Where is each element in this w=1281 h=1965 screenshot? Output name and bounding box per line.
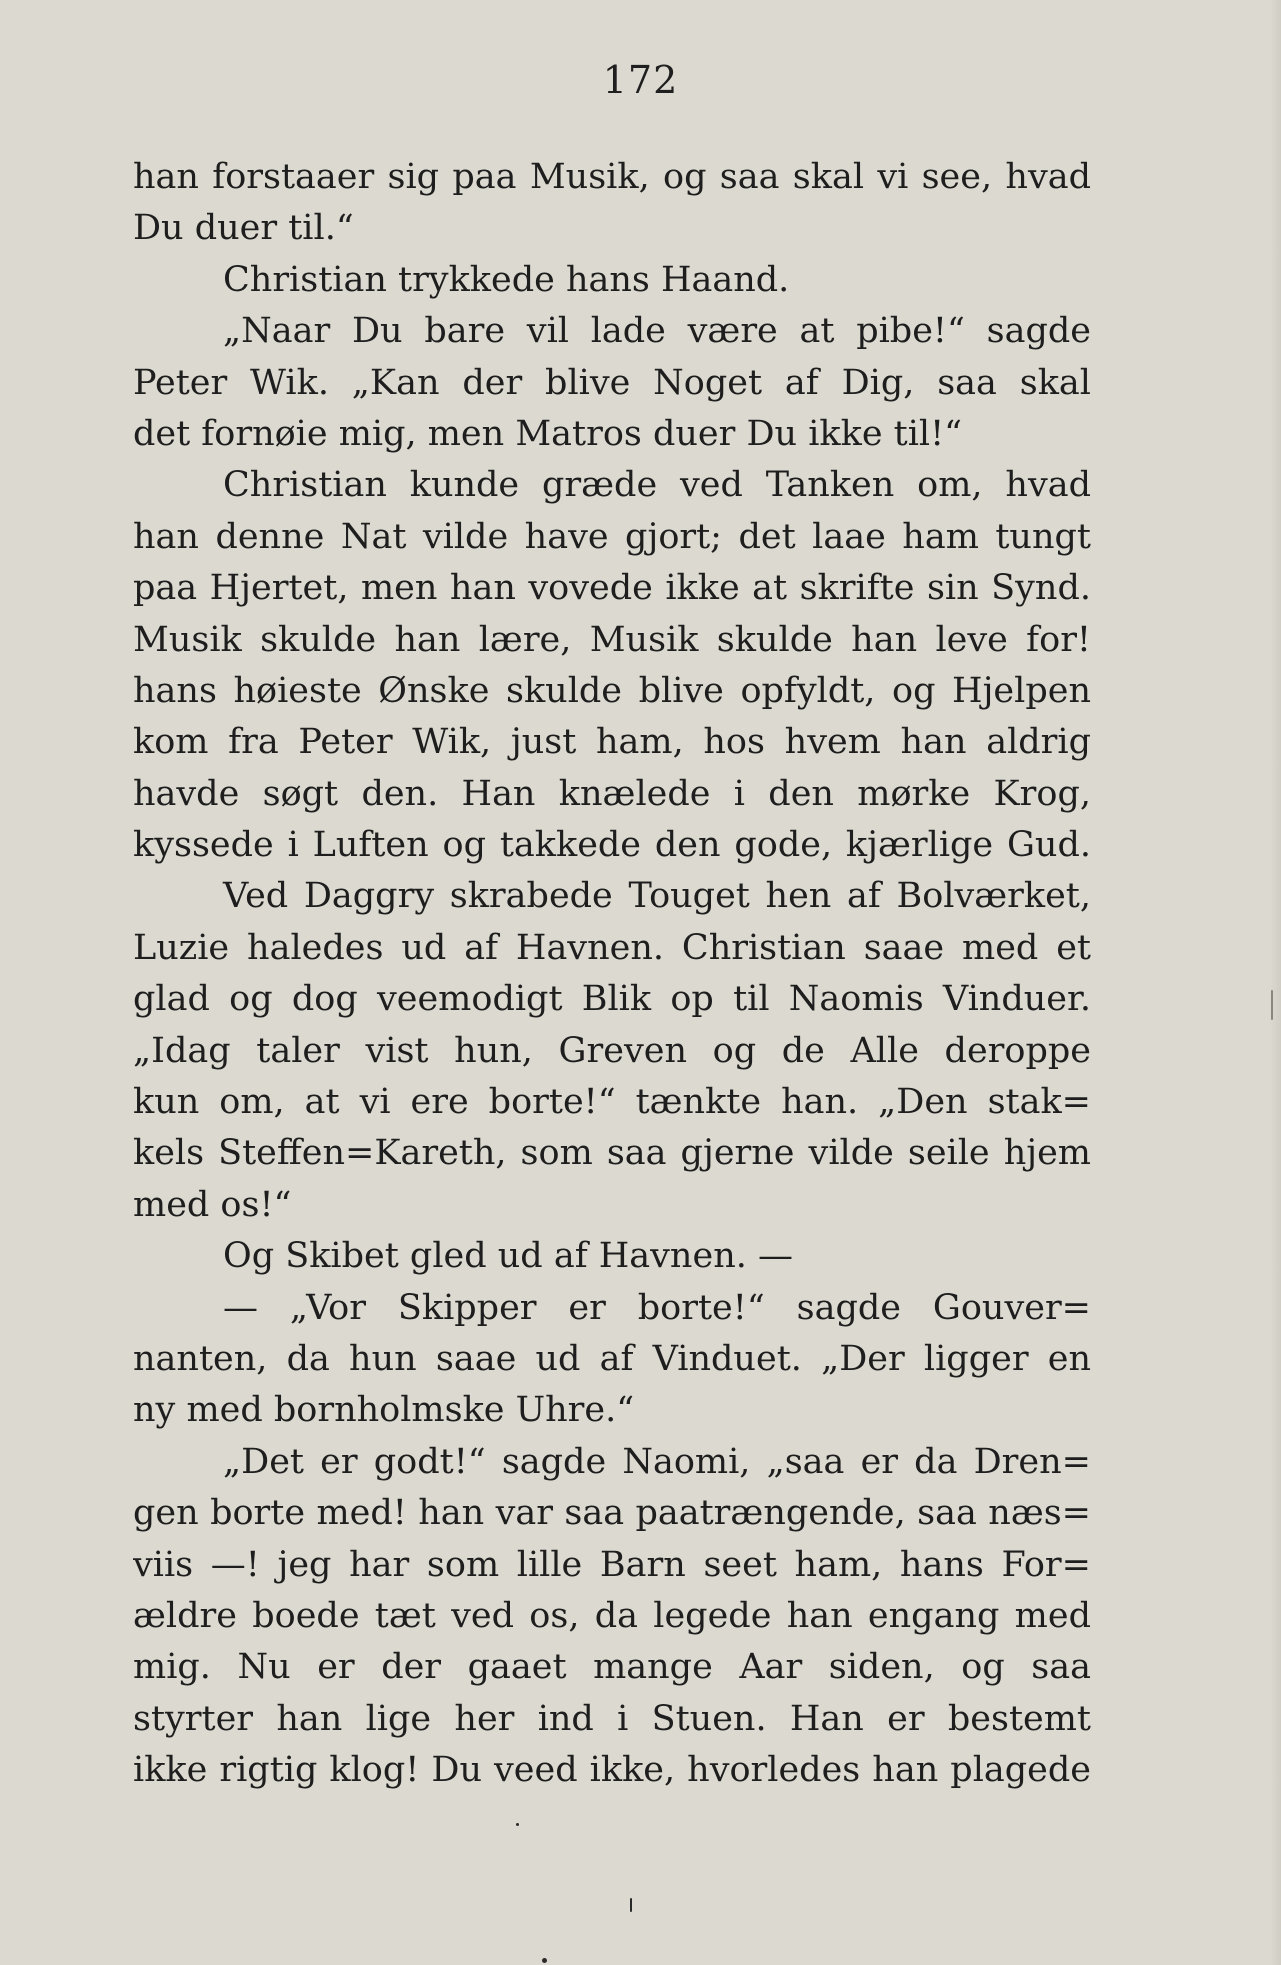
print-speck — [542, 1958, 547, 1963]
text-line: hans høieste Ønske skulde blive opfyldt, og Hjelpen — [133, 670, 1091, 711]
text-line: han denne Nat vilde have gjort; det laae ham tungt — [133, 516, 1091, 557]
text-line: kom fra Peter Wik, just ham, hos hvem han aldrig — [133, 722, 1091, 763]
text-line: Du duer til.“ — [133, 208, 354, 249]
text-line: paa Hjertet, men han vovede ikke at skrifte sin Synd. — [133, 568, 1091, 609]
text-line: havde søgt den. Han knælede i den mørke Krog, — [133, 773, 1091, 814]
text-line: styrter han lige her ind i Stuen. Han er bestemt — [133, 1698, 1091, 1739]
page-number: 172 — [602, 58, 679, 102]
text-line: Ved Daggry skrabede Touget hen af Bolværket, — [223, 876, 1091, 917]
text-line: det fornøie mig, men Matros duer Du ikke til!“ — [133, 413, 963, 454]
text-line: med os!“ — [133, 1184, 292, 1225]
text-line: kyssede i Luften og takkede den gode, kjærlige Gud. — [133, 825, 1091, 866]
page-edge-shadow — [1269, 0, 1281, 1965]
text-line: ældre boede tæt ved os, da legede han engang med — [133, 1595, 1091, 1636]
text-line: Luzie haledes ud af Havnen. Christian saae med et — [133, 927, 1091, 968]
text-line: Christian kunde græde ved Tanken om, hvad — [223, 465, 1091, 506]
text-line: gen borte med! han var saa paatrængende, saa næs= — [133, 1493, 1091, 1534]
print-speck — [516, 1823, 519, 1826]
text-line: Musik skulde han lære, Musik skulde han leve for! — [133, 619, 1091, 660]
text-line: Peter Wik. „Kan der blive Noget af Dig, saa skal — [133, 362, 1091, 403]
text-line: „Det er godt!“ sagde Naomi, „saa er da Dren= — [223, 1441, 1091, 1482]
text-line: kun om, at vi ere borte!“ tænkte han. „Den stak= — [133, 1082, 1091, 1123]
text-line: ikke rigtig klog! Du veed ikke, hvorledes han plagede — [133, 1750, 1091, 1791]
text-line: „Naar Du bare vil lade være at pibe!“ sagde — [223, 311, 1091, 352]
text-line: glad og dog veemodigt Blik op til Naomis Vinduer. — [133, 979, 1091, 1020]
text-line: han forstaaer sig paa Musik, og saa skal vi see, hvad — [133, 157, 1091, 197]
text-line: Og Skibet gled ud af Havnen. — — [223, 1236, 793, 1277]
print-speck — [630, 1898, 632, 1912]
text-line: nanten, da hun saae ud af Vinduet. „Der ligger en — [133, 1338, 1091, 1379]
text-line: viis —! jeg har som lille Barn seet ham, hans For= — [133, 1544, 1091, 1585]
text-line: ny med bornholmske Uhre.“ — [133, 1390, 635, 1431]
text-line: Christian trykkede hans Haand. — [223, 259, 790, 300]
body-text — [133, 152, 1091, 1797]
text-line: „Idag taler vist hun, Greven og de Alle deroppe — [133, 1030, 1091, 1071]
text-line: — „Vor Skipper er borte!“ sagde Gouver= — [223, 1287, 1091, 1328]
text-line: mig. Nu er der gaaet mange Aar siden, og saa — [133, 1647, 1091, 1688]
text-line: kels Steffen=Kareth, som saa gjerne vilde seile hjem — [133, 1133, 1091, 1174]
